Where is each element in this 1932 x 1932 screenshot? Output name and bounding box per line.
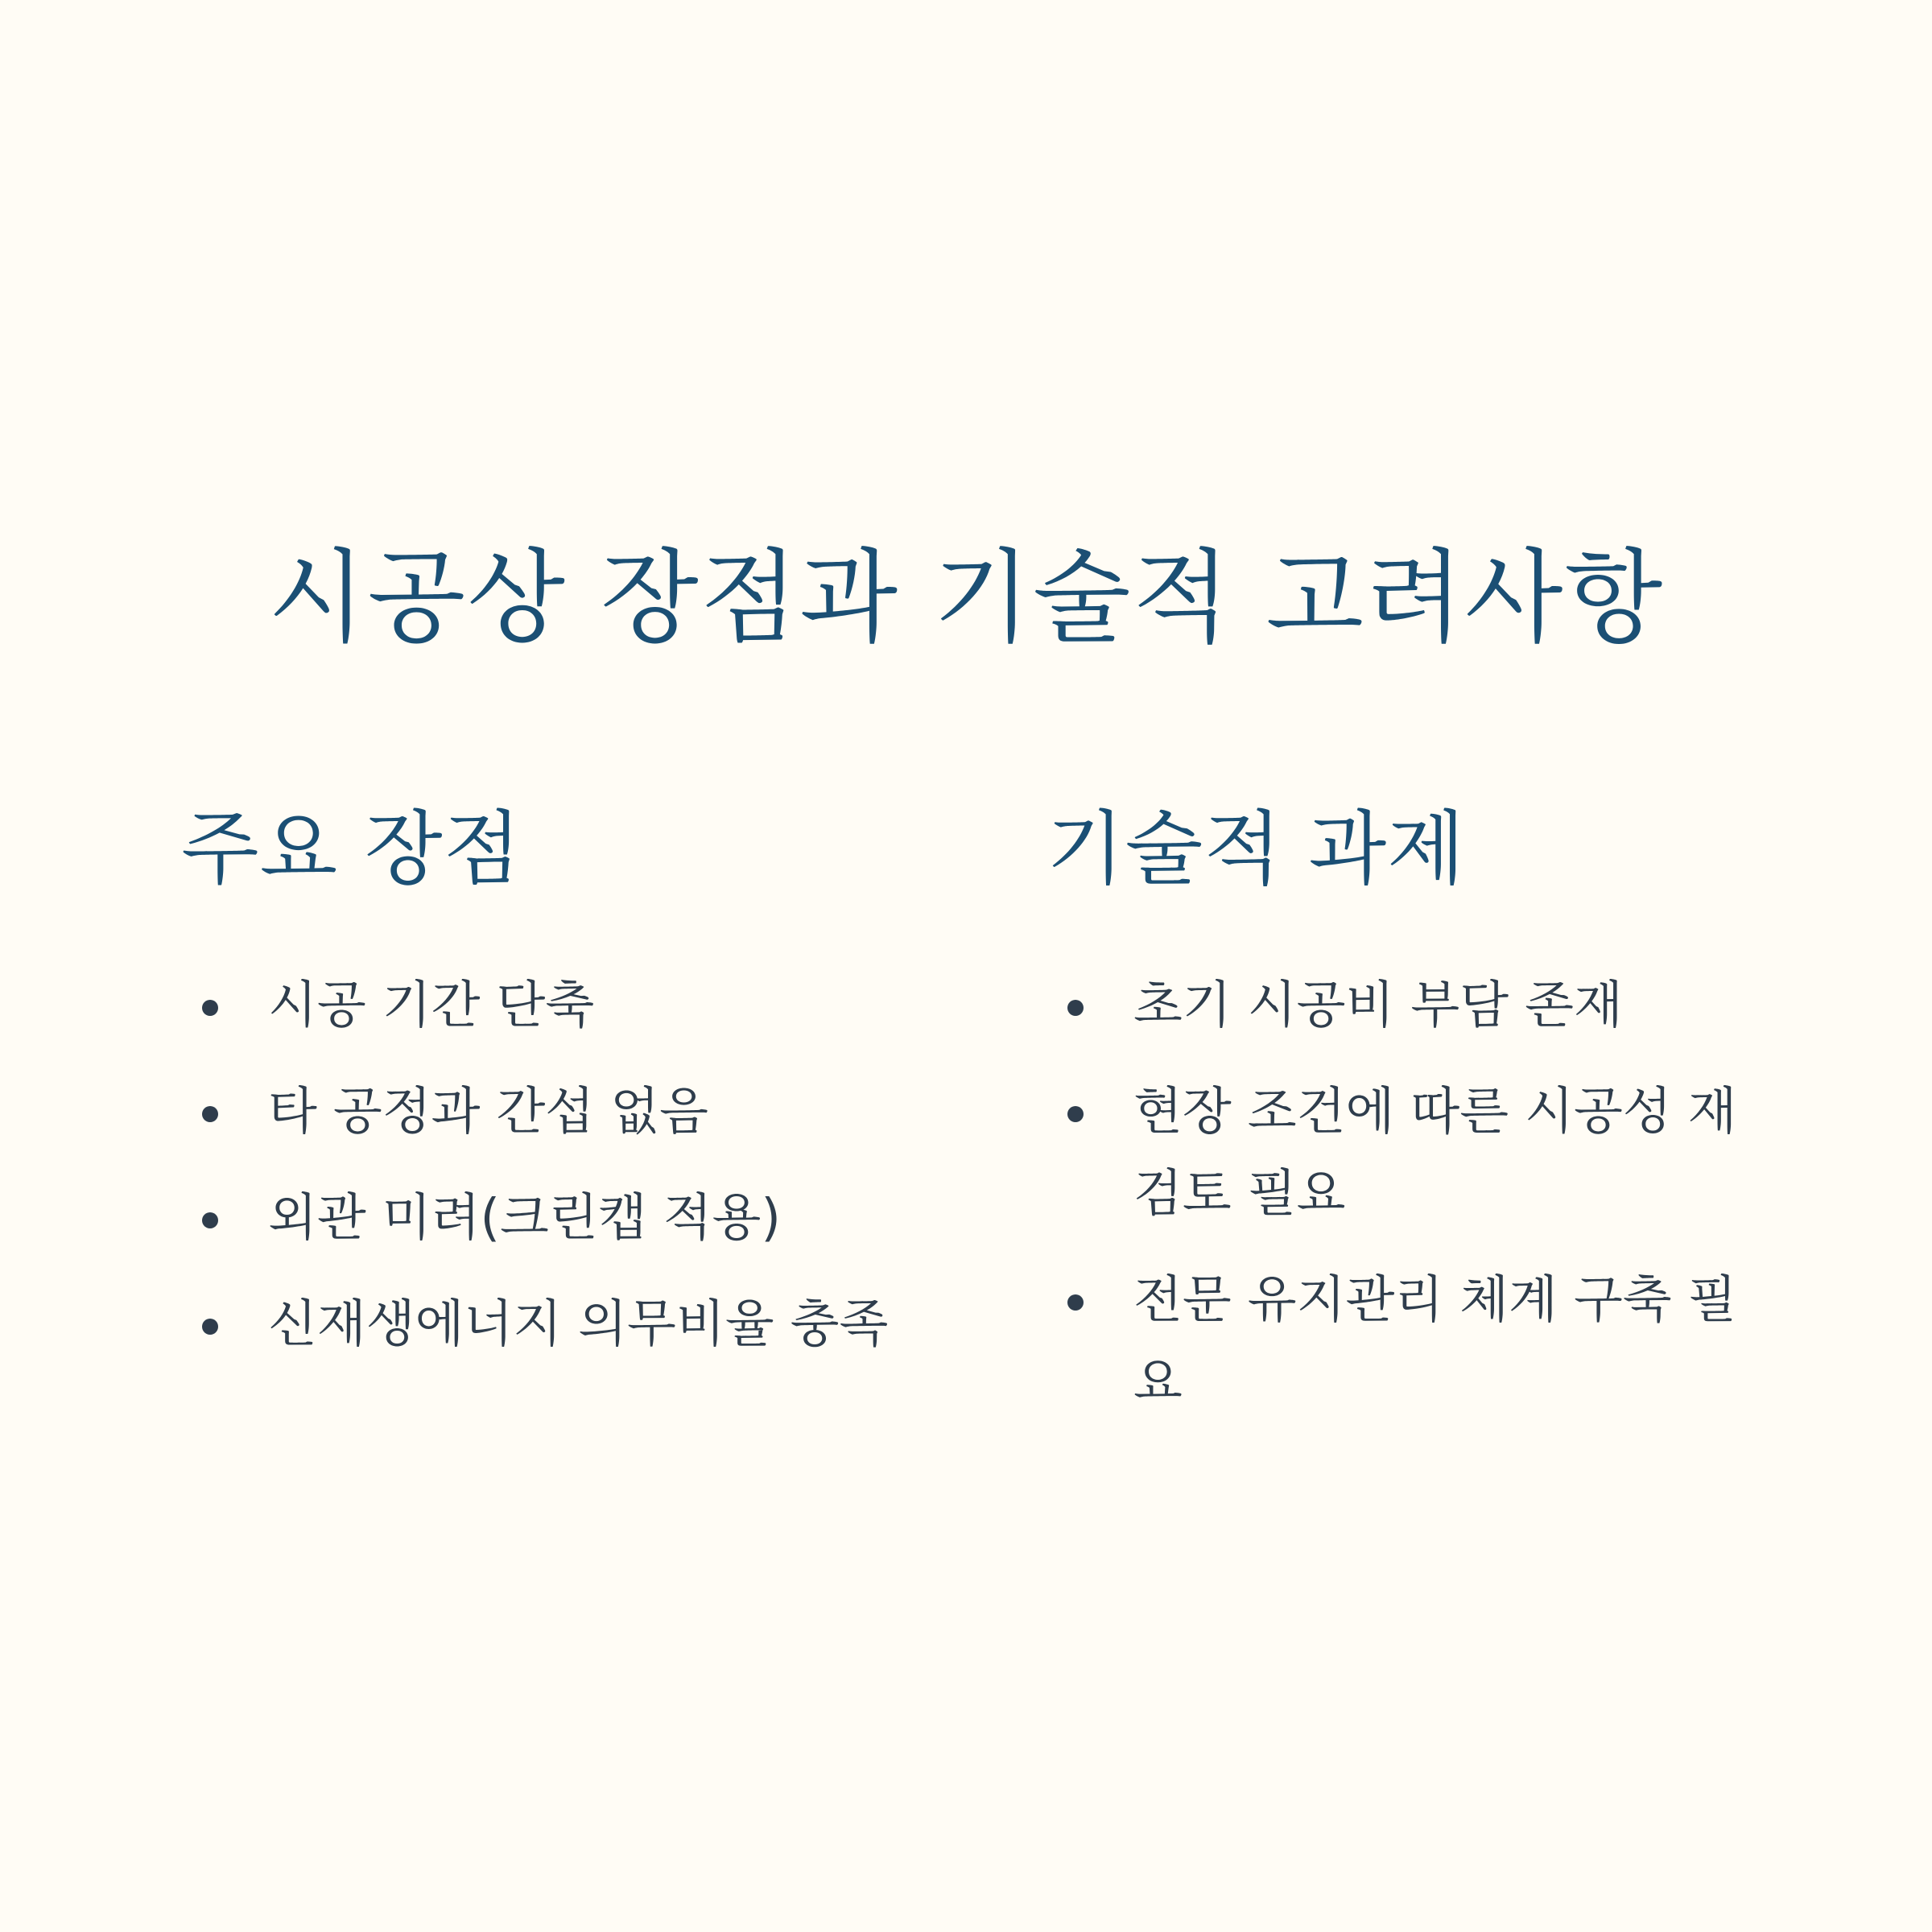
list-item-text: 현장 조건에 따른 시공성 재검토 필요 (1133, 1082, 1737, 1223)
advantages-list (181, 964, 954, 1365)
bullet-icon (202, 1000, 218, 1016)
bullet-icon (202, 1106, 218, 1122)
bullet-icon (1067, 1106, 1084, 1122)
list-item (181, 964, 954, 1046)
bullet-icon (202, 1319, 218, 1335)
list-item-text: 타 공정과 간섭 없음 (268, 1082, 708, 1141)
list-item (181, 1283, 954, 1365)
list-item-text: 외관 미려(크린캡 적용) (268, 1188, 781, 1247)
list-item (1046, 1259, 1771, 1423)
page-title: 시공상 장점과 기술적 고려사항 (267, 539, 1665, 657)
bullet-icon (1067, 1294, 1084, 1311)
list-item-text: 전문 유지관리 체계 구축 필요 (1133, 1270, 1737, 1411)
list-item-text: 초기 시공비 부담 존재 (1133, 976, 1623, 1034)
challenges-heading: 기술적 과제 (1046, 802, 1466, 896)
bullet-icon (1067, 1000, 1084, 1016)
bullet-icon (202, 1212, 218, 1228)
list-item (1046, 964, 1771, 1046)
advantages-heading: 주요 장점 (181, 802, 522, 896)
advantages-column (181, 797, 954, 1389)
challenges-list (1046, 964, 1771, 1423)
challenges-column (1046, 797, 1771, 1447)
list-item-text: 시공 기간 단축 (268, 976, 595, 1034)
list-item (181, 1071, 954, 1153)
list-item (181, 1177, 954, 1259)
list-item (1046, 1071, 1771, 1235)
list-item-text: 신재생에너지 의무비율 충족 (268, 1294, 889, 1353)
